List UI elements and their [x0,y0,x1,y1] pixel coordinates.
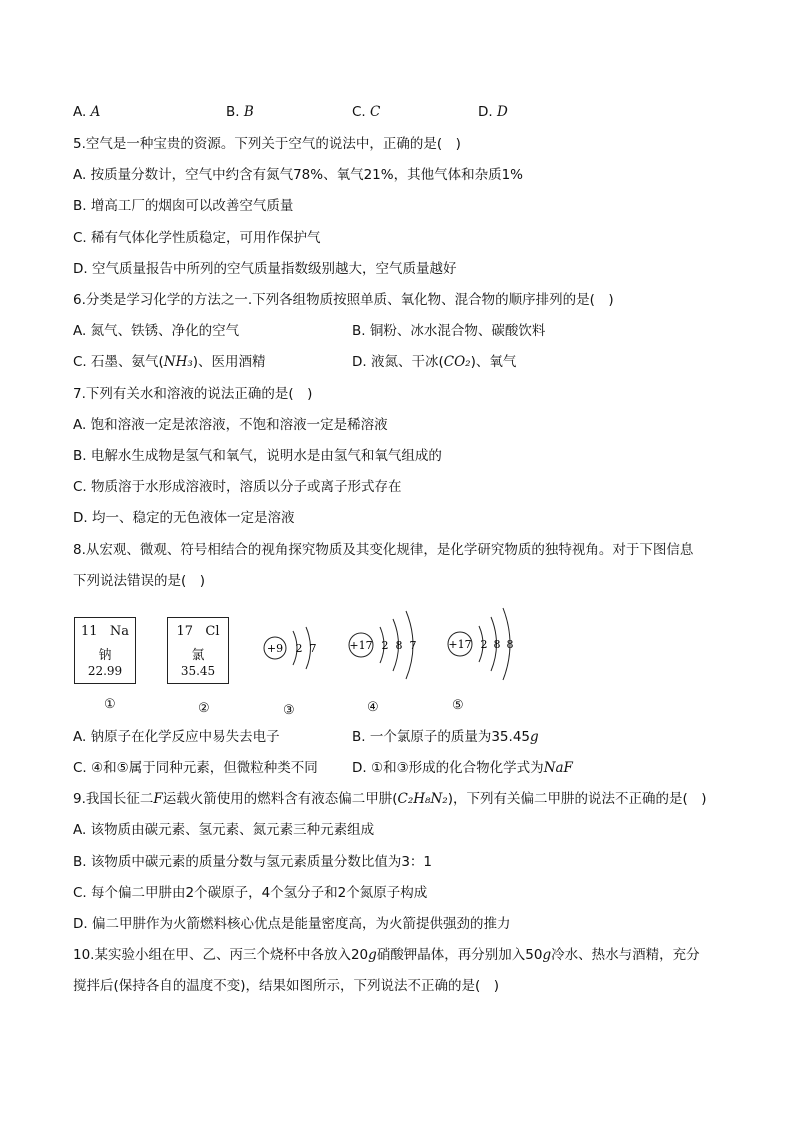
q7-option-b[interactable]: B. 电解水生成物是氢气和氧气，说明水是由氢气和氧气组成的 [73,448,442,464]
atom4-shell-2: 8 [395,639,403,652]
q9-option-a[interactable]: A. 该物质由碳元素、氢元素、氮元素三种元素组成 [73,822,375,838]
figure-caption-4: ④ [367,700,379,715]
atom5-shell-3: 8 [506,638,514,651]
atom3-shell-2: 7 [309,642,317,655]
atom4-shell-1: 2 [381,639,389,652]
atom-diagram-3 [264,627,317,669]
q4-option-b[interactable]: B. B [226,104,254,120]
element-card-sodium-header: 11 Na [80,624,130,639]
atom3-nucleus: +9 [266,642,284,655]
q8-option-a[interactable]: A. 钠原子在化学反应中易失去电子 [73,729,280,745]
q6-option-c[interactable]: C. 石墨、氨气(NH₃)、医用酒精 [73,354,266,370]
q7-stem: 7.下列有关水和溶液的说法正确的是( ) [73,386,313,402]
atom-diagram-4 [349,611,417,679]
q5-option-c[interactable]: C. 稀有气体化学性质稳定，可用作保护气 [73,230,321,246]
element-card-sodium [74,617,136,684]
figure-caption-5: ⑤ [452,698,464,713]
q9-option-b[interactable]: B. 该物质中碳元素的质量分数与氢元素质量分数比值为3：1 [73,854,433,870]
atom4-nucleus: +17 [349,639,373,652]
figure-caption-3: ③ [283,703,295,718]
q8-stem-line2: 下列说法错误的是( ) [73,573,206,589]
q5-option-d[interactable]: D. 空气质量报告中所列的空气质量指数级别越大，空气质量越好 [73,261,457,277]
q8-option-b[interactable]: B. 一个氯原子的质量为35.45g [352,729,539,745]
atom5-nucleus: +17 [448,638,472,651]
element-card-chlorine [167,617,229,684]
q5-stem: 5.空气是一种宝贵的资源。下列关于空气的说法中，正确的是( ) [73,136,461,152]
figure-caption-1: ① [104,697,116,712]
element-card-sodium-name: 钠 [98,648,112,663]
q4-option-a[interactable]: A. A [73,104,101,120]
q6-option-d[interactable]: D. 液氮、干冰(CO₂)、氧气 [352,354,517,370]
q10-stem-line2: 搅拌后(保持各自的温度不变)，结果如图所示，下列说法不正确的是( ) [73,978,500,994]
atom-structure-diagrams [255,605,585,695]
atom-diagram-5 [448,608,514,680]
atom5-shell-1: 2 [480,638,488,651]
element-card-chlorine-header: 17 Cl [176,624,220,639]
atom4-shell-3: 7 [409,639,417,652]
q5-option-a[interactable]: A. 按质量分数计，空气中约含有氮气78%、氧气21%，其他气体和杂质1% [73,167,524,183]
q8-option-d[interactable]: D. ①和③形成的化合物化学式为NaF [352,760,573,776]
atom5-shell-2: 8 [493,638,501,651]
q4-option-c[interactable]: C. C [352,104,381,120]
q6-option-a[interactable]: A. 氮气、铁锈、净化的空气 [73,323,240,339]
q9-option-d[interactable]: D. 偏二甲肼作为火箭燃料核心优点是能量密度高，为火箭提供强劲的推力 [73,916,511,932]
element-card-chlorine-name: 氯 [191,648,205,663]
q4-option-d[interactable]: D. D [478,104,508,120]
q6-option-b[interactable]: B. 铜粉、冰水混合物、碳酸饮料 [352,323,546,339]
q7-option-a[interactable]: A. 饱和溶液一定是浓溶液，不饱和溶液一定是稀溶液 [73,417,388,433]
q7-option-d[interactable]: D. 均一、稳定的无色液体一定是溶液 [73,510,295,526]
q7-option-c[interactable]: C. 物质溶于水形成溶液时，溶质以分子或离子形式存在 [73,479,402,495]
q4-options [73,102,100,122]
q8-option-c[interactable]: C. ④和⑤属于同种元素，但微粒种类不同 [73,760,318,776]
q10-stem-line1: 10.某实验小组在甲、乙、丙三个烧杯中各放入20g硝酸钾晶体，再分别加入50g冷水、热水与酒精，充分 [73,947,700,963]
q6-stem: 6.分类是学习化学的方法之一.下列各组物质按照单质、氧化物、混合物的顺序排列的是( ) [73,292,614,308]
element-card-sodium-mass: 22.99 [87,664,123,678]
q8-stem-line1: 8.从宏观、微观、符号相结合的视角探究物质及其变化规律，是化学研究物质的独特视角。对于下图信息 [73,542,694,558]
element-card-chlorine-mass: 35.45 [180,664,216,678]
q9-option-c[interactable]: C. 每个偏二甲肼由2个碳原子，4个氢分子和2个氮原子构成 [73,885,428,901]
q9-stem: 9.我国长征二F运载火箭使用的燃料含有液态偏二甲肼(C₂H₈N₂)，下列有关偏二甲肼的说法不正确的是( ) [73,791,707,807]
atom3-shell-1: 2 [295,642,303,655]
q5-option-b[interactable]: B. 增高工厂的烟囱可以改善空气质量 [73,198,294,214]
figure-caption-2: ② [198,701,210,716]
